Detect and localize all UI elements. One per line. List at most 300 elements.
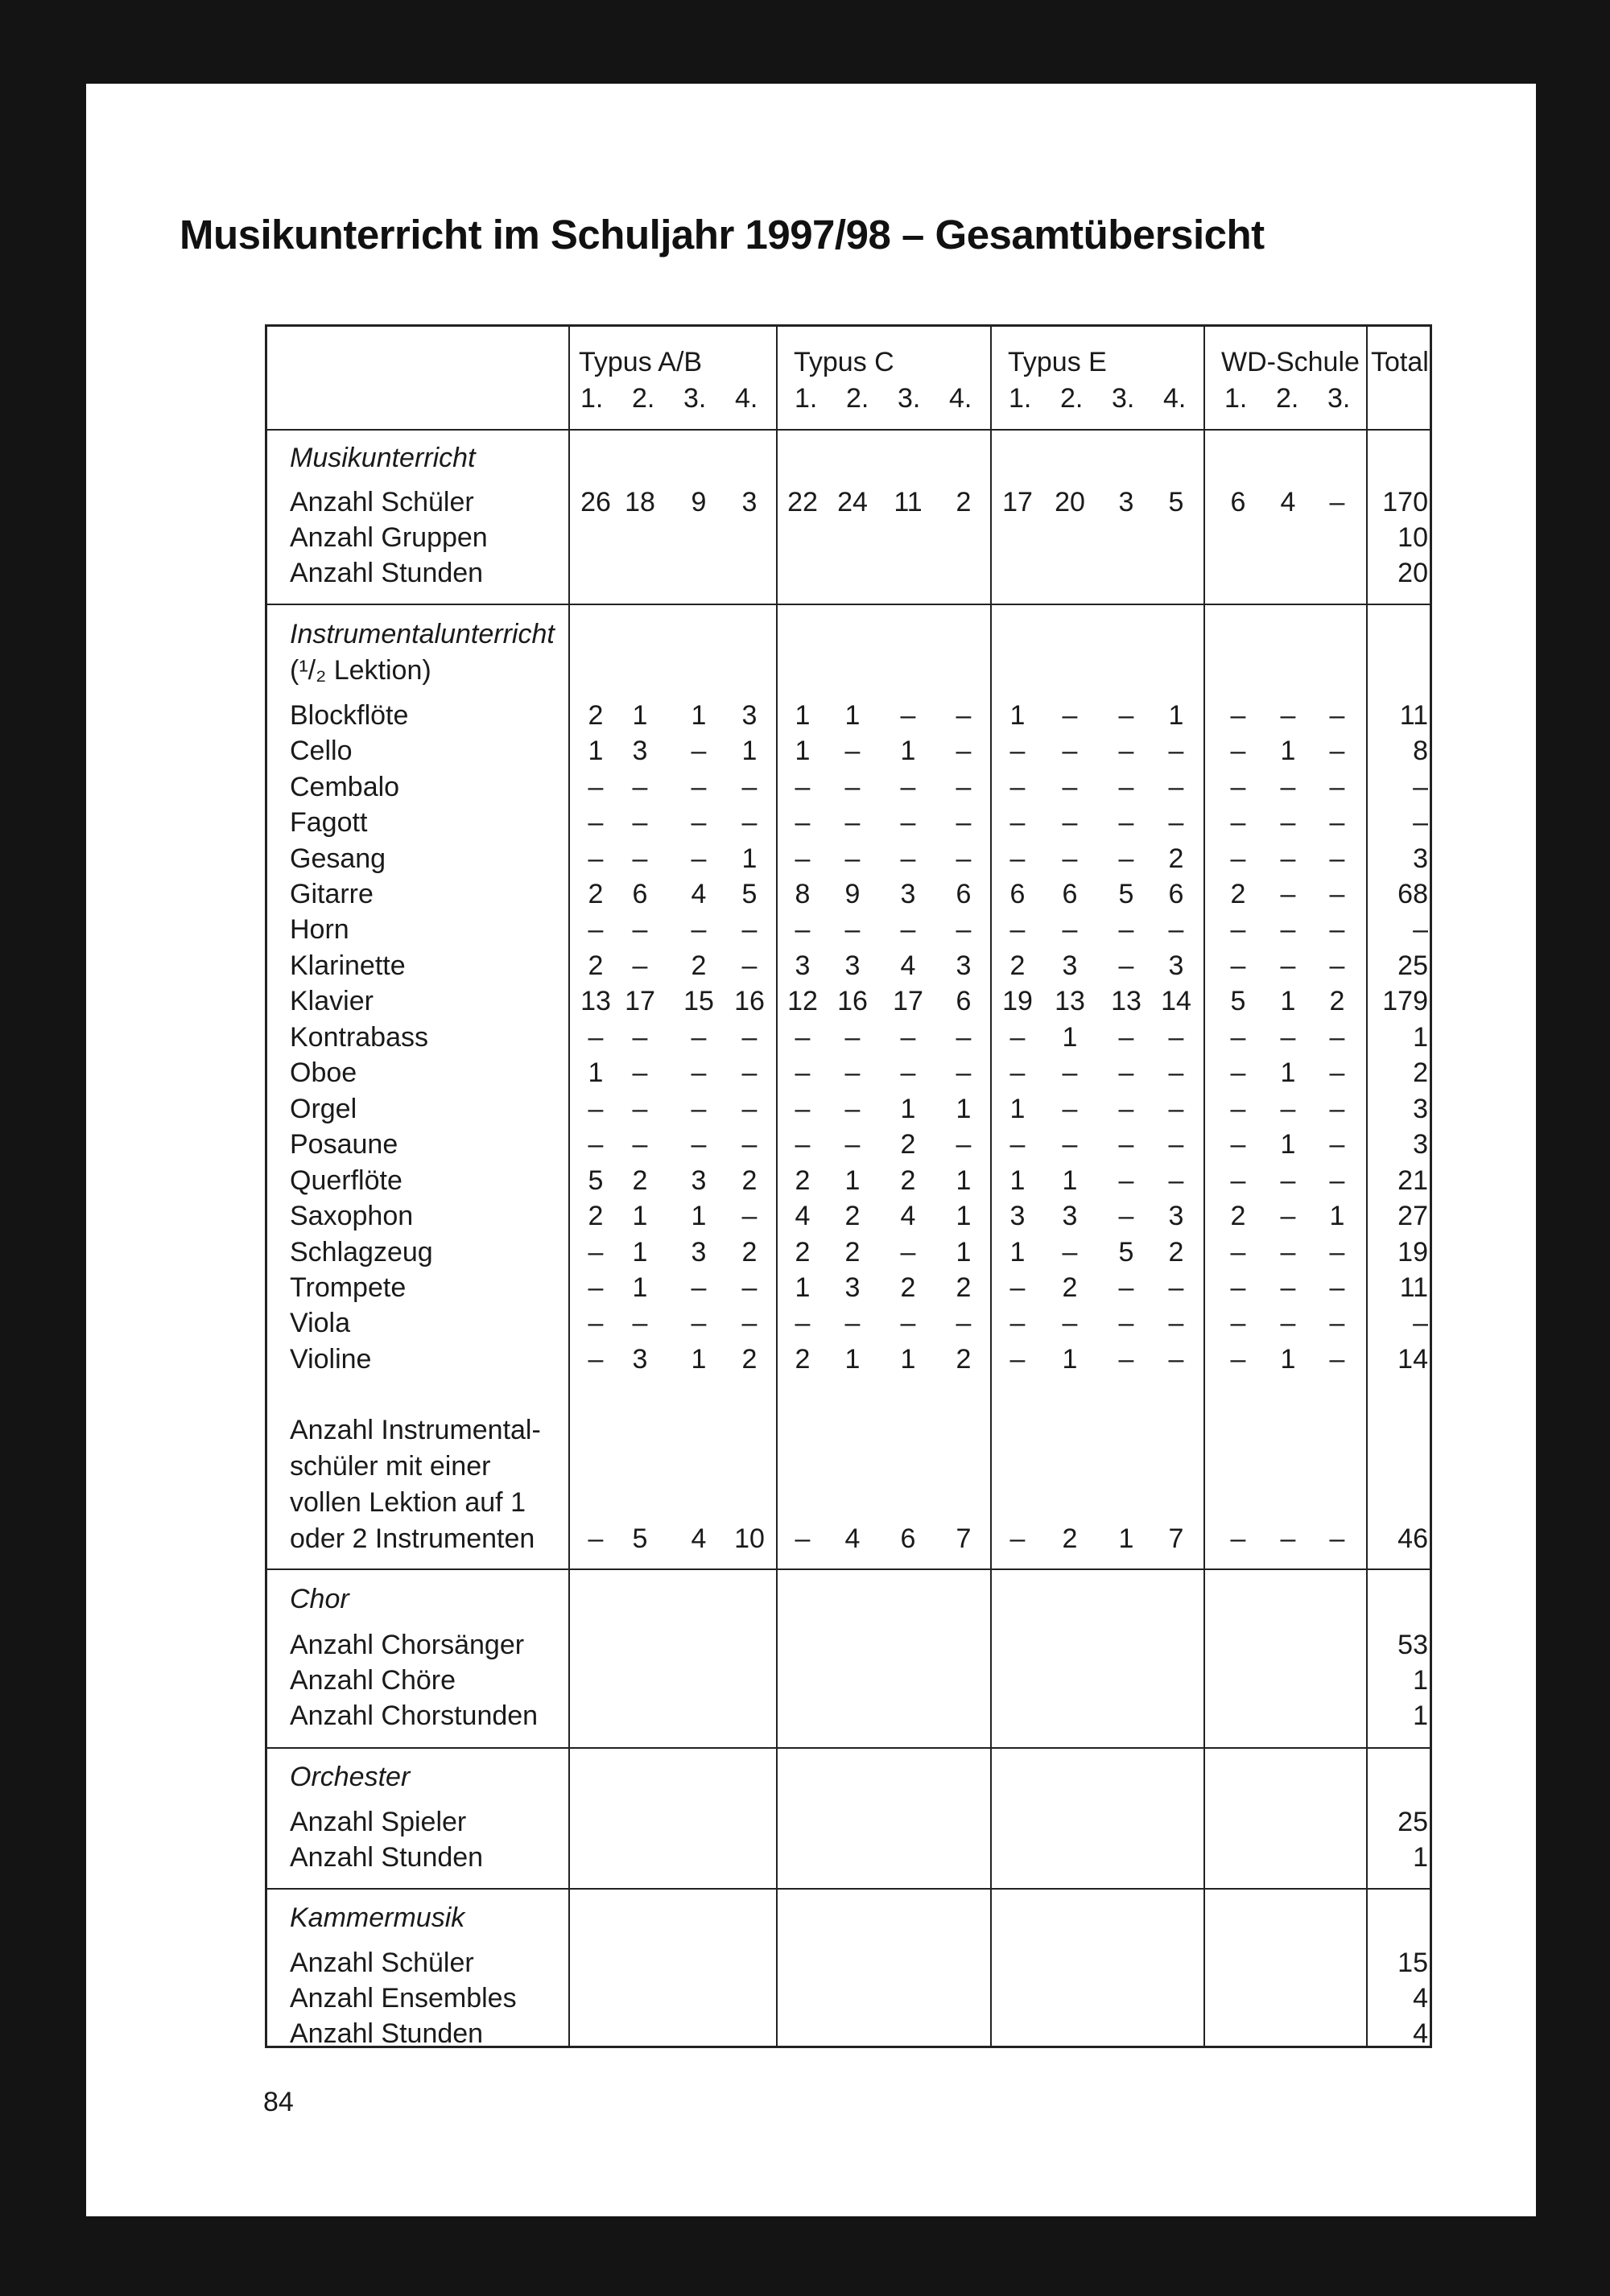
table-cell: 2 bbox=[741, 1237, 758, 1268]
table-cell: – bbox=[1168, 1165, 1184, 1196]
table-cell: 1 bbox=[956, 1201, 972, 1231]
table-cell: – bbox=[1168, 1344, 1184, 1375]
table-cell: 2 bbox=[795, 1165, 811, 1196]
table-cell: – bbox=[1168, 914, 1184, 945]
table-cell: 1 bbox=[900, 1344, 916, 1375]
table-cell: 18 bbox=[625, 487, 655, 517]
table-cell: 2 bbox=[1062, 1523, 1078, 1554]
table-cell: – bbox=[795, 807, 811, 838]
table-cell: 1 bbox=[1329, 1201, 1345, 1231]
table-cell: – bbox=[844, 1022, 861, 1053]
table-cell: – bbox=[1280, 807, 1296, 838]
table-cell: – bbox=[1230, 914, 1246, 945]
table-cell: – bbox=[956, 914, 972, 945]
total-cell: 4 bbox=[1413, 2018, 1428, 2049]
table-cell: – bbox=[1118, 1344, 1134, 1375]
table-cell: – bbox=[1118, 843, 1134, 874]
table-cell: – bbox=[1280, 700, 1296, 731]
table-cell: – bbox=[1329, 950, 1345, 981]
table-cell: – bbox=[1329, 914, 1345, 945]
table-cell: 2 bbox=[588, 700, 604, 731]
table-cell: 2 bbox=[956, 487, 972, 517]
table-cell: 17 bbox=[625, 986, 655, 1016]
table-cell: – bbox=[691, 1022, 707, 1053]
table-cell: – bbox=[1230, 1022, 1246, 1053]
table-cell: – bbox=[1118, 1272, 1134, 1303]
table-cell: – bbox=[1280, 772, 1296, 802]
table-cell: 17 bbox=[1002, 487, 1033, 517]
section-divider bbox=[267, 429, 1430, 431]
table-cell: – bbox=[691, 807, 707, 838]
table-cell: – bbox=[632, 950, 648, 981]
table-cell: 2 bbox=[844, 1237, 861, 1268]
table-cell: – bbox=[1329, 1237, 1345, 1268]
page-number: 84 bbox=[263, 2087, 294, 2117]
table-cell: – bbox=[1118, 950, 1134, 981]
table-cell: – bbox=[1009, 1057, 1026, 1088]
table-cell: 1 bbox=[1168, 700, 1184, 731]
year-header: 3. bbox=[683, 383, 707, 414]
total-cell: 19 bbox=[1397, 1237, 1428, 1268]
table-cell: – bbox=[588, 1272, 604, 1303]
overview-table bbox=[265, 324, 1432, 2048]
table-cell: 1 bbox=[844, 700, 861, 731]
summary-label-line: schüler mit einer bbox=[290, 1451, 491, 1482]
table-cell: – bbox=[1118, 772, 1134, 802]
table-cell: 1 bbox=[741, 843, 758, 874]
table-cell: 1 bbox=[1118, 1523, 1134, 1554]
table-cell: – bbox=[1329, 1523, 1345, 1554]
table-cell: – bbox=[588, 1523, 604, 1554]
table-cell: 3 bbox=[691, 1165, 707, 1196]
year-header: 1. bbox=[1009, 383, 1032, 414]
table-cell: – bbox=[1009, 1272, 1026, 1303]
table-cell: – bbox=[1329, 1165, 1345, 1196]
table-cell: – bbox=[1329, 1308, 1345, 1338]
table-cell: 15 bbox=[683, 986, 714, 1016]
table-cell: – bbox=[1062, 1237, 1078, 1268]
table-cell: – bbox=[1230, 807, 1246, 838]
table-cell: 4 bbox=[691, 1523, 707, 1554]
table-cell: – bbox=[1230, 1523, 1246, 1554]
total-cell: 53 bbox=[1397, 1630, 1428, 1660]
table-cell: 4 bbox=[900, 950, 916, 981]
table-cell: 6 bbox=[900, 1523, 916, 1554]
table-cell: 6 bbox=[1230, 487, 1246, 517]
table-cell: – bbox=[844, 736, 861, 766]
table-cell: 1 bbox=[741, 736, 758, 766]
table-cell: – bbox=[795, 1308, 811, 1338]
table-cell: 1 bbox=[1062, 1344, 1078, 1375]
table-cell: 5 bbox=[588, 1165, 604, 1196]
row-label: Violine bbox=[290, 1344, 372, 1375]
page-title: Musikunterricht im Schuljahr 1997/98 – Gesamtübersicht bbox=[180, 212, 1265, 258]
table-cell: 1 bbox=[795, 1272, 811, 1303]
table-cell: – bbox=[1118, 1201, 1134, 1231]
table-cell: – bbox=[795, 1057, 811, 1088]
table-cell: 1 bbox=[1009, 1237, 1026, 1268]
table-cell: – bbox=[1118, 1165, 1134, 1196]
table-cell: 24 bbox=[837, 487, 868, 517]
table-cell: 1 bbox=[844, 1165, 861, 1196]
table-cell: 3 bbox=[1062, 1201, 1078, 1231]
table-cell: – bbox=[1062, 1057, 1078, 1088]
table-cell: – bbox=[741, 807, 758, 838]
total-cell: 25 bbox=[1397, 1807, 1428, 1837]
row-label: Klavier bbox=[290, 986, 374, 1016]
row-label: Horn bbox=[290, 914, 349, 945]
table-cell: 1 bbox=[632, 1201, 648, 1231]
row-label: Gitarre bbox=[290, 879, 374, 909]
table-cell: – bbox=[900, 700, 916, 731]
table-cell: 3 bbox=[741, 700, 758, 731]
table-cell: – bbox=[795, 914, 811, 945]
total-cell: 170 bbox=[1382, 487, 1428, 517]
table-cell: – bbox=[691, 843, 707, 874]
table-cell: – bbox=[844, 1308, 861, 1338]
table-cell: – bbox=[588, 772, 604, 802]
table-cell: 1 bbox=[632, 1237, 648, 1268]
year-header: 3. bbox=[1112, 383, 1135, 414]
table-cell: 1 bbox=[632, 1272, 648, 1303]
table-cell: – bbox=[741, 1057, 758, 1088]
table-cell: – bbox=[956, 700, 972, 731]
table-cell: 1 bbox=[1280, 986, 1296, 1016]
table-cell: 2 bbox=[632, 1165, 648, 1196]
table-cell: – bbox=[900, 914, 916, 945]
table-cell: 5 bbox=[741, 879, 758, 909]
table-cell: – bbox=[1009, 914, 1026, 945]
table-cell: – bbox=[900, 843, 916, 874]
year-header: 1. bbox=[795, 383, 818, 414]
total-cell: 8 bbox=[1413, 736, 1428, 766]
table-cell: 2 bbox=[1062, 1272, 1078, 1303]
row-label: Anzahl Stunden bbox=[290, 1842, 484, 1873]
table-cell: – bbox=[844, 772, 861, 802]
total-cell: 14 bbox=[1397, 1344, 1428, 1375]
column-divider bbox=[990, 327, 992, 2046]
table-cell: – bbox=[1329, 700, 1345, 731]
row-label: Klarinette bbox=[290, 950, 406, 981]
table-cell: 1 bbox=[956, 1165, 972, 1196]
table-cell: 2 bbox=[1009, 950, 1026, 981]
table-cell: – bbox=[741, 1129, 758, 1160]
year-header: 4. bbox=[735, 383, 758, 414]
total-cell: – bbox=[1413, 914, 1428, 945]
group-header-0: Typus A/B bbox=[579, 347, 703, 377]
year-header: 2. bbox=[1276, 383, 1299, 414]
table-cell: – bbox=[741, 1201, 758, 1231]
total-cell: 11 bbox=[1399, 700, 1428, 731]
table-cell: – bbox=[1062, 1094, 1078, 1124]
table-cell: – bbox=[1329, 1344, 1345, 1375]
table-cell: 3 bbox=[844, 950, 861, 981]
total-cell: 2 bbox=[1413, 1057, 1428, 1088]
table-cell: – bbox=[691, 914, 707, 945]
total-cell: 179 bbox=[1382, 986, 1428, 1016]
column-divider bbox=[1203, 327, 1205, 2046]
summary-label-line: Anzahl Instrumental- bbox=[290, 1415, 541, 1445]
table-cell: – bbox=[1062, 1308, 1078, 1338]
table-cell: – bbox=[632, 1308, 648, 1338]
year-header: 1. bbox=[580, 383, 604, 414]
table-cell: 4 bbox=[691, 879, 707, 909]
table-cell: 26 bbox=[580, 487, 611, 517]
table-cell: – bbox=[1009, 1129, 1026, 1160]
table-cell: 14 bbox=[1161, 986, 1191, 1016]
table-cell: 2 bbox=[1230, 879, 1246, 909]
table-cell: – bbox=[1329, 1057, 1345, 1088]
total-cell: – bbox=[1413, 1308, 1428, 1338]
total-cell: 3 bbox=[1413, 1094, 1428, 1124]
table-cell: 7 bbox=[1168, 1523, 1184, 1554]
row-label: Anzahl Chöre bbox=[290, 1665, 456, 1696]
table-cell: – bbox=[691, 1057, 707, 1088]
table-cell: 13 bbox=[580, 986, 611, 1016]
table-cell: – bbox=[1009, 1344, 1026, 1375]
table-cell: – bbox=[1062, 1129, 1078, 1160]
table-cell: – bbox=[844, 914, 861, 945]
table-cell: – bbox=[1168, 807, 1184, 838]
table-cell: – bbox=[1118, 736, 1134, 766]
table-cell: 1 bbox=[900, 736, 916, 766]
total-cell: 3 bbox=[1413, 843, 1428, 874]
table-cell: – bbox=[632, 1094, 648, 1124]
section-divider bbox=[267, 1888, 1430, 1890]
group-header-1: Typus C bbox=[794, 347, 894, 377]
table-cell: 1 bbox=[844, 1344, 861, 1375]
table-cell: 6 bbox=[1009, 879, 1026, 909]
section-title: Musikunterricht bbox=[290, 443, 476, 473]
table-cell: – bbox=[1062, 807, 1078, 838]
section-title: Orchester bbox=[290, 1762, 411, 1792]
table-cell: 1 bbox=[900, 1094, 916, 1124]
table-cell: 9 bbox=[844, 879, 861, 909]
total-cell: 21 bbox=[1397, 1165, 1428, 1196]
table-cell: – bbox=[691, 736, 707, 766]
table-cell: – bbox=[1062, 736, 1078, 766]
year-header: 4. bbox=[1163, 383, 1187, 414]
year-header: 2. bbox=[632, 383, 655, 414]
table-cell: – bbox=[1280, 950, 1296, 981]
total-cell: – bbox=[1413, 807, 1428, 838]
table-cell: 13 bbox=[1111, 986, 1141, 1016]
table-cell: – bbox=[900, 772, 916, 802]
total-cell: 20 bbox=[1397, 558, 1428, 588]
total-cell: 68 bbox=[1397, 879, 1428, 909]
table-cell: 2 bbox=[956, 1344, 972, 1375]
table-cell: – bbox=[1329, 736, 1345, 766]
table-cell: – bbox=[795, 843, 811, 874]
row-label: Viola bbox=[290, 1308, 350, 1338]
table-cell: 1 bbox=[795, 700, 811, 731]
table-cell: – bbox=[588, 1308, 604, 1338]
table-cell: – bbox=[1118, 1308, 1134, 1338]
year-header: 4. bbox=[949, 383, 972, 414]
table-cell: – bbox=[844, 1129, 861, 1160]
table-cell: – bbox=[741, 914, 758, 945]
table-cell: – bbox=[956, 1129, 972, 1160]
table-cell: 2 bbox=[900, 1165, 916, 1196]
total-cell: 3 bbox=[1413, 1129, 1428, 1160]
table-cell: – bbox=[632, 843, 648, 874]
summary-label-line: vollen Lektion auf 1 bbox=[290, 1487, 526, 1518]
table-cell: 2 bbox=[588, 1201, 604, 1231]
table-cell: – bbox=[741, 1272, 758, 1303]
table-cell: 1 bbox=[956, 1237, 972, 1268]
table-cell: – bbox=[795, 1129, 811, 1160]
table-cell: – bbox=[1009, 843, 1026, 874]
summary-label-line: oder 2 Instrumenten bbox=[290, 1523, 535, 1554]
table-cell: 1 bbox=[691, 1344, 707, 1375]
table-cell: 2 bbox=[795, 1344, 811, 1375]
table-cell: 3 bbox=[741, 487, 758, 517]
table-cell: 1 bbox=[795, 736, 811, 766]
table-cell: 2 bbox=[1329, 986, 1345, 1016]
total-cell: 10 bbox=[1397, 522, 1428, 553]
row-label: Anzahl Stunden bbox=[290, 558, 484, 588]
year-header: 2. bbox=[1060, 383, 1084, 414]
column-divider bbox=[776, 327, 778, 2046]
table-cell: – bbox=[741, 1308, 758, 1338]
table-cell: – bbox=[1168, 1129, 1184, 1160]
table-cell: – bbox=[632, 772, 648, 802]
section-title: Chor bbox=[290, 1584, 349, 1614]
table-cell: – bbox=[632, 1022, 648, 1053]
table-cell: – bbox=[588, 914, 604, 945]
table-cell: – bbox=[1230, 1344, 1246, 1375]
table-cell: – bbox=[956, 1022, 972, 1053]
table-cell: 17 bbox=[893, 986, 923, 1016]
table-cell: – bbox=[1009, 1308, 1026, 1338]
table-cell: – bbox=[1118, 1022, 1134, 1053]
table-cell: – bbox=[1168, 1022, 1184, 1053]
row-label: Anzahl Stunden bbox=[290, 2018, 484, 2049]
table-cell: – bbox=[1329, 879, 1345, 909]
table-cell: – bbox=[1280, 914, 1296, 945]
total-cell: 1 bbox=[1413, 1842, 1428, 1873]
table-cell: – bbox=[1168, 1272, 1184, 1303]
table-cell: 2 bbox=[691, 950, 707, 981]
row-label: Anzahl Spieler bbox=[290, 1807, 467, 1837]
table-cell: – bbox=[1230, 843, 1246, 874]
table-cell: – bbox=[1168, 1094, 1184, 1124]
table-cell: 4 bbox=[900, 1201, 916, 1231]
table-cell: 16 bbox=[734, 986, 765, 1016]
row-label: Cembalo bbox=[290, 772, 400, 802]
table-cell: 1 bbox=[1062, 1165, 1078, 1196]
year-header: 1. bbox=[1224, 383, 1248, 414]
table-cell: 2 bbox=[956, 1272, 972, 1303]
year-header: 3. bbox=[898, 383, 921, 414]
table-cell: 3 bbox=[956, 950, 972, 981]
table-cell: – bbox=[588, 1344, 604, 1375]
table-cell: 2 bbox=[795, 1237, 811, 1268]
table-cell: 2 bbox=[1230, 1201, 1246, 1231]
table-cell: – bbox=[1329, 1272, 1345, 1303]
table-cell: – bbox=[1230, 700, 1246, 731]
table-cell: – bbox=[1329, 772, 1345, 802]
table-cell: 7 bbox=[956, 1523, 972, 1554]
table-cell: – bbox=[1280, 1094, 1296, 1124]
table-cell: – bbox=[1280, 843, 1296, 874]
year-header: 2. bbox=[846, 383, 869, 414]
table-cell: – bbox=[1168, 1308, 1184, 1338]
table-cell: – bbox=[1118, 1057, 1134, 1088]
table-cell: 1 bbox=[1009, 1165, 1026, 1196]
table-cell: – bbox=[1009, 807, 1026, 838]
table-cell: – bbox=[1329, 1094, 1345, 1124]
row-label: Cello bbox=[290, 736, 353, 766]
table-cell: 2 bbox=[1168, 843, 1184, 874]
year-header: 3. bbox=[1327, 383, 1351, 414]
table-cell: – bbox=[691, 1272, 707, 1303]
table-cell: – bbox=[588, 1022, 604, 1053]
total-cell: – bbox=[1413, 772, 1428, 802]
table-cell: – bbox=[956, 1057, 972, 1088]
row-label: Orgel bbox=[290, 1094, 357, 1124]
table-cell: – bbox=[632, 1129, 648, 1160]
table-cell: – bbox=[1329, 807, 1345, 838]
table-cell: – bbox=[1009, 736, 1026, 766]
table-cell: 1 bbox=[1280, 1344, 1296, 1375]
table-cell: – bbox=[844, 843, 861, 874]
table-cell: 5 bbox=[1118, 1237, 1134, 1268]
table-cell: – bbox=[1230, 1094, 1246, 1124]
table-cell: – bbox=[1062, 843, 1078, 874]
table-cell: 4 bbox=[1280, 487, 1296, 517]
section-subtitle: (¹/₂ Lektion) bbox=[290, 655, 431, 686]
row-label: Anzahl Gruppen bbox=[290, 522, 488, 553]
section-title: Instrumentalunterricht bbox=[290, 619, 555, 649]
table-cell: 6 bbox=[1168, 879, 1184, 909]
table-cell: – bbox=[956, 772, 972, 802]
table-cell: 6 bbox=[956, 879, 972, 909]
table-cell: 12 bbox=[787, 986, 818, 1016]
table-cell: – bbox=[1118, 914, 1134, 945]
total-cell: 25 bbox=[1397, 950, 1428, 981]
table-cell: – bbox=[1329, 487, 1345, 517]
row-label: Schlagzeug bbox=[290, 1237, 433, 1268]
table-cell: – bbox=[1230, 1165, 1246, 1196]
table-cell: – bbox=[588, 1129, 604, 1160]
table-cell: 22 bbox=[787, 487, 818, 517]
table-cell: 8 bbox=[795, 879, 811, 909]
group-header-2: Typus E bbox=[1008, 347, 1107, 377]
section-divider bbox=[267, 1568, 1430, 1570]
table-cell: – bbox=[741, 1022, 758, 1053]
table-cell: – bbox=[1230, 1057, 1246, 1088]
table-cell: 2 bbox=[900, 1272, 916, 1303]
table-cell: 2 bbox=[844, 1201, 861, 1231]
table-cell: 1 bbox=[588, 736, 604, 766]
table-cell: 2 bbox=[588, 950, 604, 981]
table-cell: – bbox=[1168, 736, 1184, 766]
table-cell: 1 bbox=[1280, 1057, 1296, 1088]
section-divider bbox=[267, 1747, 1430, 1749]
section-title: Kammermusik bbox=[290, 1902, 465, 1933]
table-cell: – bbox=[1118, 1129, 1134, 1160]
table-cell: – bbox=[1329, 843, 1345, 874]
table-cell: 2 bbox=[741, 1165, 758, 1196]
table-cell: – bbox=[1280, 1022, 1296, 1053]
table-cell: 3 bbox=[632, 736, 648, 766]
table-cell: – bbox=[1230, 950, 1246, 981]
table-cell: 3 bbox=[1168, 950, 1184, 981]
table-cell: 3 bbox=[632, 1344, 648, 1375]
table-cell: 3 bbox=[844, 1272, 861, 1303]
table-cell: 1 bbox=[691, 700, 707, 731]
